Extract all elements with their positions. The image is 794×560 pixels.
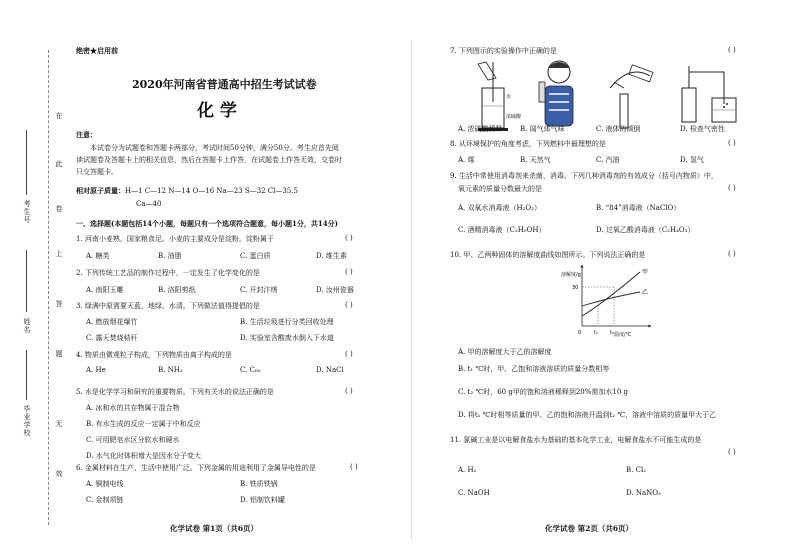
secret-mark: 绝密★启用前 (76, 46, 118, 55)
option: C. 蛋白质 (240, 252, 271, 260)
option: C. 可用肥皂水区分软水和硬水 (86, 436, 180, 444)
answer-paren: ( ) (345, 268, 353, 276)
school-label: 毕业学校 (23, 405, 31, 437)
question-stem: 11. 氯碱工业是以电解食盐水为基础的基本化学工业，电解食盐水不可能生成的是 (450, 436, 702, 444)
option: D. 维生素 (316, 252, 347, 260)
answer-paren: ( ) (728, 184, 736, 192)
answer-paren: ( ) (345, 387, 353, 395)
origin-label: 0 (578, 330, 582, 336)
series-label-a: 甲 (642, 269, 649, 276)
notes-title: 注意： (76, 130, 97, 139)
atomic-mass-label: 相对原子质量： (76, 186, 125, 195)
option: A. 煤 (458, 156, 475, 164)
option: D. 将t₁ ℃时相等质量的甲、乙的饱和溶液升温到t₂ ℃，溶液中溶质的质量甲大于乙 (458, 411, 717, 419)
page-footer: 化学试卷 第1页（共6页） (170, 524, 259, 533)
option: B. t₁ ℃时，甲、乙饱和溶液溶质的质量分数相等 (458, 365, 610, 373)
tick-label-t2: t₂ (610, 330, 614, 336)
question-stem: 氧元素的质量分数最大的是 (458, 185, 542, 193)
question-stem: 4. 物质由微观粒子构成，下列物质由离子构成的是 (76, 351, 232, 359)
option: B. 铁质铁锅 (240, 480, 278, 488)
name-line (26, 250, 27, 312)
seal-dashed-line (48, 50, 49, 525)
answer-paren: ( ) (728, 250, 736, 258)
option: B. NH₃ (158, 366, 183, 374)
option: B. 洛阳剪纸 (158, 286, 196, 294)
option: A. 糖类 (86, 252, 110, 260)
question-stem: 8. 从环境保护的角度考虑，下列燃料中最理想的是 (450, 140, 606, 148)
exam-title: 2020年河南省普通高中招生考试试卷 (132, 78, 317, 91)
option: B. Cl₂ (626, 466, 646, 474)
y-axis-label: 溶解度/g (561, 272, 581, 278)
question-stem: 10. 甲、乙两种固体的溶解度曲线如图所示。下列说法正确的是 (450, 251, 646, 259)
answer-paren: ( ) (728, 46, 736, 54)
answer-paren: ( ) (350, 463, 358, 471)
option: C. C₆₀ (240, 366, 261, 374)
answer-paren: ( ) (345, 350, 353, 358)
option: B. 天然气 (520, 156, 551, 164)
notes-line: 本试卷分为试题卷和答题卡两部分，考试时间50分钟，满分50分。考生应首先阅 (90, 144, 339, 152)
option: A. 燃放烟花爆竹 (86, 318, 138, 326)
question-stem: 9. 生活中常使用消毒剂来杀菌、消毒。下列几种消毒剂的有效成分（括号内物质）中， (450, 172, 718, 180)
question-stem: 5. 水是化学学习和研究的重要物质。下列有关水的说法正确的是 (76, 388, 274, 396)
option: D. NaNO₃ (626, 489, 661, 497)
option: D. 水气化时体积增大是因水分子变大 (86, 452, 201, 460)
notes-line: 读试题卷及答题卡上的相关信息，然后在答题卡上作答，在试题卷上作答无效，交卷时 (76, 156, 342, 164)
seal-char: 无 (55, 420, 63, 428)
option: C. NaOH (458, 489, 490, 497)
option: A. 南阳玉雕 (86, 286, 124, 294)
answer-paren: ( ) (728, 139, 736, 147)
page-footer: 化学试卷 第2页（共6页） (545, 524, 634, 533)
answer-paren: ( ) (345, 301, 353, 309)
option: B. 生活垃圾进行分类回收处理 (240, 318, 334, 326)
option: A. He (86, 366, 106, 374)
option: D. 过氧乙酸消毒液（C₂H₄O₃） (596, 226, 695, 234)
option: A. 浓硫酸稀释 (458, 125, 503, 133)
series-label-b: 乙 (642, 289, 649, 296)
question-stem: 3. 绿满中原需要天蓝、地绿、水清。下列做法值得提倡的是 (76, 302, 260, 310)
option: D. 检查气密性 (680, 125, 725, 133)
option: C. 汽油 (596, 156, 620, 164)
student-id-label: 考生号 (23, 200, 31, 224)
section-heading: 一、选择题(本题包括14个小题，每题只有一个选项符合题意，每小题1分，共14分) (76, 219, 338, 228)
option: C. 开封汴绣 (240, 286, 278, 294)
atomic-mass-row (76, 186, 298, 196)
option: A. 铜制电线 (86, 480, 124, 488)
tick-label-y: 30 (572, 285, 579, 291)
seal-char: 答 (55, 300, 63, 308)
name-label: 姓名 (23, 318, 31, 334)
seal-char: 在 (55, 112, 63, 120)
figure-label: 水 (506, 94, 512, 100)
option: D. 实验室含酸废水倒入下水道 (240, 334, 334, 342)
subject-title: 化 学 (197, 101, 237, 121)
answer-paren: ( ) (728, 448, 736, 456)
seal-char: 效 (55, 470, 63, 478)
student-id-line (26, 130, 27, 195)
figure-airtightness (672, 58, 742, 132)
option: A. 甲的溶解度大于乙的溶解度 (458, 348, 552, 356)
seal-char: 上 (55, 250, 63, 258)
option: C. 露天焚烧秸秆 (86, 334, 138, 342)
seal-char: 卷 (55, 205, 63, 213)
option: D. 汝州瓷器 (316, 286, 354, 294)
option: A. 双氧水消毒液（H₂O₂） (458, 204, 541, 212)
figure-label: 浓硫酸 (506, 114, 522, 120)
option: A. 冰和水的共存物属于混合物 (86, 404, 180, 412)
option: B. “84”消毒液（NaClO） (596, 204, 681, 212)
seal-char: 此 (55, 160, 63, 168)
question-stem: 7. 下列图示的实验操作中正确的是 (450, 47, 557, 55)
question-stem: 1. 河南小麦熟，国家粮食足。小麦的主要成分是淀粉，淀粉属于 (76, 235, 274, 243)
tick-label-t1: t₁ (594, 330, 598, 336)
question-stem: 2. 下列传统工艺品的制作过程中，一定发生了化学变化的是 (76, 269, 260, 277)
solubility-chart (558, 262, 658, 338)
figure-pouring-liquid (600, 58, 660, 132)
notes-line: 只交答题卡。 (76, 168, 118, 176)
option: B. 闻气体气味 (520, 125, 565, 133)
atomic-mass-values-2: Ca—40 (136, 200, 162, 208)
option: D. NaCl (316, 366, 344, 374)
option: C. 液体的倾倒 (596, 125, 641, 133)
x-axis-label: 温度/℃ (614, 332, 632, 338)
option: C. 酒精消毒液（C₂H₅OH） (458, 226, 546, 234)
option: B. 油脂 (158, 252, 182, 260)
school-line (26, 350, 27, 400)
seal-char: 题 (55, 350, 63, 358)
option: D. 氢气 (680, 156, 704, 164)
question-stem: 6. 金属材料在生产、生活中使用广泛。下列金属的用途利用了金属导电性的是 (76, 464, 316, 472)
answer-paren: ( ) (345, 234, 353, 242)
curve-series-b (582, 292, 640, 306)
atomic-mass-values: H—1 C—12 N—14 O—16 Na—23 S—32 Cl—35.5 (125, 187, 298, 195)
option: A. H₂ (458, 466, 477, 474)
option: C. 金制项链 (86, 496, 124, 504)
option: B. 有水生成的反应一定属于中和反应 (86, 420, 201, 428)
option: C. t₂ ℃时，60 g甲的饱和溶液稀释到20%需加水10 g (458, 388, 629, 396)
page-divider (411, 40, 412, 540)
option: D. 铝制饮料罐 (240, 496, 285, 504)
